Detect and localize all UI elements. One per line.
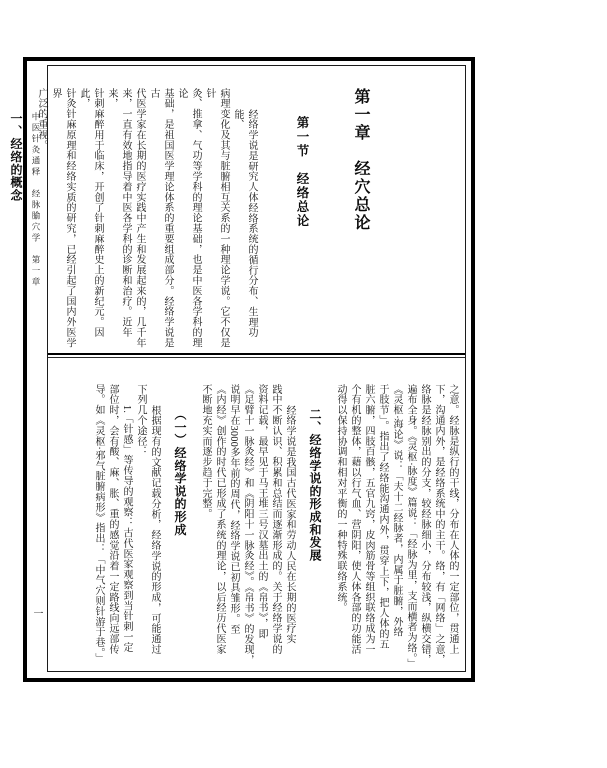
text-column: 代医学家在长期的医疗实践中产生和发展起来的，几千年 [134,88,145,348]
text-column: 灸、推拿、气功等学科的理论基础，也是中医各学科的理论 [176,88,201,348]
text-column: 动得以保持协调和相对平衡的一种特殊联络系统。 [335,384,346,613]
section-heading: 二、经络学说的形成和发展 [308,408,322,562]
running-head: 中医针灸通释 经脉腧穴学 第一章 [31,112,41,288]
text-column: 践中不断认识、积累和总结而逐渐形成的。关于经络学说的 [270,384,281,655]
text-column: 基础，是祖国医学理论体系的重要组成部分。经络学说是古 [148,88,173,348]
section-heading: 一、经络的概念 [9,112,23,202]
text-column: 经络学说是研究人体经络系统的循行分布、生理功能、 [232,109,257,338]
bottom-text-band [48,360,465,670]
text-column: 部位时，会有酸、麻、胀、重的感觉沿着一定路线向远部传 [107,384,118,655]
text-column: 下，沟通内外，是经络系统中的主干。络，有「网络」之意， [433,384,444,665]
chapter-title: 第一章 经穴总论 [352,88,369,232]
text-column: 说明早在3000多年前的周代，经络学说已初具雏形。至 [228,384,239,635]
text-column: 针刺麻醉用于临床，开创了针刺麻醉史上的新纪元。因此， [78,88,103,338]
text-column: 经络学说是我国古代医家和劳动人民在长期的医疗实 [284,405,295,645]
sub-heading: （一）经络学说的形成 [173,408,187,536]
page-number: 一 [31,608,42,618]
text-column: 遍布全身。《灵枢·脉度》篇说：「经脉为里，支而横者为络。」 [405,384,416,669]
text-column: 资料记载，最早见于马王堆三号汉墓出土的《帛书》，即 [256,384,267,639]
text-column: 络脉是经脉别出的分支，较经脉细小，分布较浅，纵横交错， [419,384,430,665]
text-column: 《灵枢·海论》说：「夫十二经脉者，内属于脏腑，外络 [391,384,402,638]
text-column: 个有机的整体，藉以行气血、营阴阳，使人体各部的功能活 [349,384,360,655]
text-column: 针灸针麻原理和经络实质的研究，已经引起了国内外医学界 [50,88,75,348]
text-column: 1.「针感」等传导的观察：古代医家观察到当针刺一定 [121,405,132,653]
text-column: 不断地充实而逐步趋于完整。 [200,384,211,520]
text-column: 脏六腑，四肢百骸，五官九窍，皮肉筋骨等组织联络成为一 [363,384,374,655]
text-column: 病理变化及其与脏腑相互关系的一种理论学说。它不仅是针 [204,88,229,348]
text-column: 根据现有的文献记载分析，经络学说的形成，可能通过 [149,405,160,655]
text-column: 《内经》创作的时代已形成了系统的理论，以后经历代医家 [214,384,225,655]
text-column: 下列几个途径： [135,384,146,457]
text-column: 《足臂十一脉灸经》和《阴阳十一脉灸经》。《帛书》的发现， [242,384,253,666]
text-column: 导。如《灵枢·邪气脏腑病形》指出：「中气穴则针游于巷。」 [93,384,104,664]
text-column: 于肢节」。指出了经络能沟通内外，贯穿上下，把人体的五 [377,384,388,650]
text-column: 广泛的重视。 [36,88,47,151]
text-column: 来，一直有效地指导着中医各学科的诊断和治疗。近年来， [106,88,131,338]
section-title: 第一节 经络总论 [295,116,309,228]
band-divider-rule [48,353,465,358]
text-column: 之意。经脉是纵行的干线，分布在人体的一定部位，贯通上 [447,384,458,655]
